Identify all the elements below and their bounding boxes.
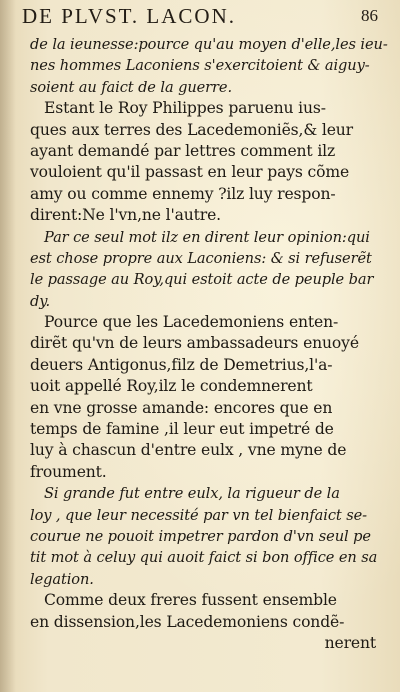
running-head bbox=[22, 4, 382, 30]
text-line: dy. bbox=[30, 292, 50, 310]
text-line: ayant demandé par lettres comment ilz bbox=[30, 141, 336, 160]
text-line: courue ne pouoit impetrer pardon d'vn seul pe bbox=[30, 527, 371, 545]
text-line: deuers Antigonus,filz de Demetrius,l'a- bbox=[30, 355, 333, 374]
text-line: uoit appellé Roy,ilz le condemnerent bbox=[30, 377, 313, 396]
text-line: de la ieunesse:pource qu'au moyen d'elle,les ieu- bbox=[30, 36, 388, 53]
text-line: amy ou comme ennemy ?ilz luy respon- bbox=[30, 184, 336, 203]
text-line: luy à chascun d'entre eulx , vne myne de bbox=[30, 441, 347, 460]
page-gutter-shadow bbox=[0, 0, 16, 692]
text-line: nes hommes Laconiens s'exercitoient & aiguy- bbox=[30, 57, 370, 75]
running-head-title: DE PLVST. LACON. bbox=[22, 4, 237, 28]
text-line: vouloient qu'il passast en leur pays cõme bbox=[30, 163, 350, 182]
text-line: ques aux terres des Lacedemoniẽs,& leur bbox=[30, 120, 353, 139]
text-line: le passage au Roy,qui estoit acte de peuple bar bbox=[30, 271, 374, 289]
text-line: froument. bbox=[30, 462, 107, 481]
text-line: Comme deux freres fussent ensemble bbox=[44, 591, 337, 610]
text-line: soient au faict de la guerre. bbox=[30, 78, 232, 96]
text-line: Par ce seul mot ilz en dirent leur opinion:qui bbox=[44, 228, 370, 246]
text-line: temps de famine ,il leur eut impetré de bbox=[30, 420, 334, 439]
text-line: Si grande fut entre eulx, la rigueur de la bbox=[44, 485, 340, 503]
text-line: dirẽt qu'vn de leurs ambassadeurs enuoyé bbox=[30, 334, 359, 353]
page-number: 86 bbox=[361, 6, 378, 25]
text-line: legation. bbox=[30, 570, 94, 588]
text-line: en dissension,les Lacedemoniens condẽ- bbox=[30, 612, 345, 631]
text-line: nerent bbox=[324, 633, 376, 652]
text-line: en vne grosse amande: encores que en bbox=[30, 398, 333, 417]
text-line: Estant le Roy Philippes paruenu ius- bbox=[44, 99, 326, 118]
text-line: loy , que leur necessité par vn tel bienfaict se- bbox=[30, 506, 367, 524]
text-line: dirent:Ne l'vn,ne l'autre. bbox=[30, 206, 221, 225]
text-line: Pource que les Lacedemoniens enten- bbox=[44, 313, 339, 332]
body-text bbox=[30, 34, 388, 654]
text-line: est chose propre aux Laconiens: & si refuserẽt bbox=[30, 249, 372, 267]
text-line: tit mot à celuy qui auoit faict si bon office en sa bbox=[30, 549, 378, 567]
